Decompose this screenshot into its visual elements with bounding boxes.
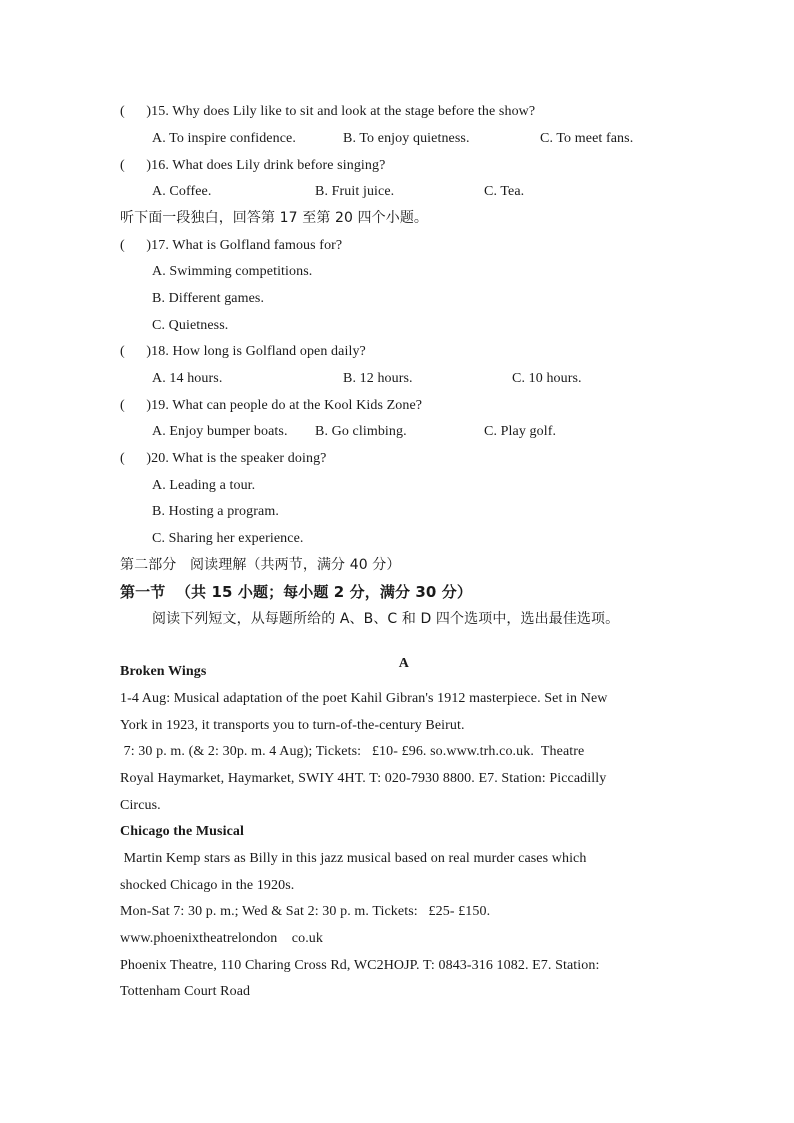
option-a: A. 14 hours. <box>152 371 223 386</box>
question-19-text: ( )19. What can people do at the Kool Kids Zone? <box>120 398 423 413</box>
question-18-text: ( )18. How long is Golfland open daily? <box>120 344 366 359</box>
paragraph-line <box>0 983 794 1037</box>
option-b: B. Go climbing. <box>315 424 407 439</box>
section1-heading-text: 第一节 （共 15 小题；每小题 2 分，满分 30 分） <box>120 583 472 601</box>
question-16-text: ( )16. What does Lily drink before singing? <box>120 158 386 173</box>
passage-letter-text: A <box>398 656 409 671</box>
option-c: C. Play golf. <box>484 424 557 439</box>
paragraph-text: Tottenham Court Road <box>120 984 251 999</box>
option-a: A. To inspire confidence. <box>152 131 296 146</box>
option-b: B. Hosting a program. <box>152 504 279 519</box>
option-c: C. Tea. <box>484 184 525 199</box>
paragraph-text: 7: 30 p. m. (& 2: 30p. m. 4 Aug); Tickets: £10- £96. so.www.trh.co.uk. Theatre <box>120 744 585 759</box>
paragraph-text: Royal Haymarket, Haymarket, SWIY 4HT. T: 020-7930 8800. E7. Station: Piccadilly <box>120 771 607 786</box>
option-c: C. To meet fans. <box>540 131 634 146</box>
option-a: A. Leading a tour. <box>152 478 256 493</box>
option-b: B. Fruit juice. <box>315 184 395 199</box>
part2-heading-text: 第二部分 阅读理解（共两节，满分 40 分） <box>120 557 401 573</box>
section-title: Chicago the Musical <box>120 824 245 839</box>
section-title: Broken Wings <box>120 664 207 679</box>
paragraph-text: Mon-Sat 7: 30 p. m.; Wed & Sat 2: 30 p. m. Tickets: £25- £150. <box>120 904 491 919</box>
option-b: B. Different games. <box>152 291 265 306</box>
option-c: C. Sharing her experience. <box>152 531 304 546</box>
paragraph-text: York in 1923, it transports you to turn-of-the-century Beirut. <box>120 718 465 733</box>
option-a: A. Swimming competitions. <box>152 264 313 279</box>
paragraph-text: shocked Chicago in the 1920s. <box>120 878 295 893</box>
paragraph-text: Martin Kemp stars as Billy in this jazz musical based on real murder cases which <box>120 851 587 866</box>
paragraph-text: www.phoenixtheatrelondon co.uk <box>120 931 324 946</box>
option-b: B. 12 hours. <box>343 371 413 386</box>
paragraph-text: 1-4 Aug: Musical adaptation of the poet Kahil Gibran's 1912 masterpiece. Set in New <box>120 691 608 706</box>
reading-instruction-text: 阅读下列短文，从每题所给的 A、B、C 和 D 四个选项中，选出最佳选项。 <box>152 611 620 627</box>
paragraph-text: Circus. <box>120 798 161 813</box>
instruction-text: 听下面一段独白，回答第 17 至第 20 四个小题。 <box>120 210 429 226</box>
paragraph-text: Phoenix Theatre, 110 Charing Cross Rd, WC2HOJP. T: 0843-316 1082. E7. Station: <box>120 958 600 973</box>
option-b: B. To enjoy quietness. <box>343 131 470 146</box>
question-20-text: ( )20. What is the speaker doing? <box>120 451 327 466</box>
option-c: C. 10 hours. <box>512 371 582 386</box>
option-c: C. Quietness. <box>152 318 229 333</box>
question-17-text: ( )17. What is Golfland famous for? <box>120 238 343 253</box>
question-15-text: ( )15. Why does Lily like to sit and look at the stage before the show? <box>120 104 536 119</box>
option-a: A. Enjoy bumper boats. <box>152 424 288 439</box>
option-a: A. Coffee. <box>152 184 212 199</box>
